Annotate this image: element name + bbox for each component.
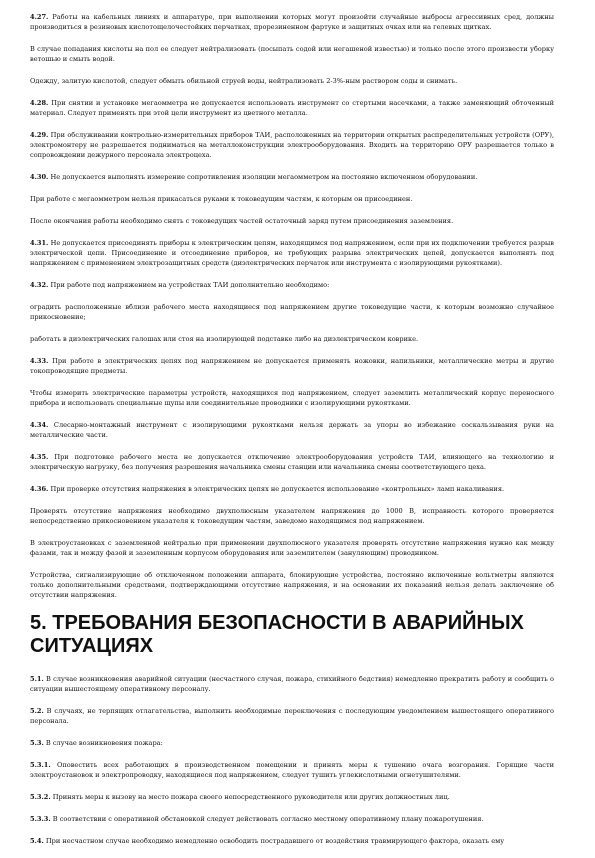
paragraph-text: При несчастном случае необходимо немедленно освободить пострадавшего от воздействия травмирующего фактора, оказать ему [45,837,505,845]
clause-number: 4.29. [30,131,49,139]
paragraph-text: Принять меры к вызову на место пожара своего непосредственного руководителя или других должностных лиц. [52,793,450,801]
paragraph-text: При снятии и установке мегаомметра не допускается использовать инструмент со стертыми насечками, а также заменяющий обточенный материал. Следует применять при этой цели инструмент из цветного металла. [30,99,554,117]
paragraph-text: При проверке отсутствия напряжения в электрических цепях не допускается использование «контрольных» ламп накаливания. [50,485,505,493]
clause-number: 5.3.3. [30,815,51,823]
paragraph-text: После окончания работы необходимо снять с токоведущих частей остаточный заряд путем присоединения заземления. [30,217,454,225]
paragraph [30,302,554,322]
paragraph [30,238,554,268]
clause-number: 5.2. [30,707,44,715]
paragraph [30,738,554,748]
clause-number: 4.35. [30,453,49,461]
paragraph [30,674,554,694]
paragraph [30,570,554,600]
clause-number: 4.32. [30,281,49,289]
paragraph [30,44,554,64]
clause-number: 5.3. [30,739,44,747]
paragraph [30,98,554,118]
paragraph [30,760,554,780]
clause-number: 5.4. [30,837,44,845]
paragraph [30,356,554,376]
paragraph [30,792,554,802]
paragraph-text: При работе в электрических цепях под напряжением не допускается применять ножовки, напильники, металлические метры и другие токопроводящие предметы. [30,357,554,375]
paragraph [30,194,554,204]
paragraph-text: Устройства, сигнализирующие об отключенном положении аппарата, блокирующие устройства, постоянно включенные вольтметры являются только дополнительными средствами, подтверждающими отсутствие напряжения, и на основании их показаний нельзя делать заключение об отсутствии напряжения. [30,571,554,599]
paragraph-text: Не допускается присоединять приборы к электрическим цепям, находящимся под напряжением, если при их подключении требуется разрыв электрической цепи. Присоединение и отсоединение приборов, не требующих разрыва электрических цепей, допускается выполнять под напряжением с применением электрозащитных средств (диэлектрических перчаток или инструмента с изолирующими рукоятками). [30,239,554,267]
paragraph-text: оградить расположенные вблизи рабочего места находящиеся под напряжением другие токоведущие части, к которым возможно случайное прикосновение; [30,303,554,321]
clause-number: 4.36. [30,485,49,493]
section-4-continued [30,12,554,600]
paragraph-text: В электроустановках с заземленной нейтралью при применении двухполюсного указателя проверять отсутствие напряжения нужно как между фазами, так и между фазой и заземленным корпусом оборудования или заземлителем (зануляющим) проводником. [30,539,554,557]
paragraph [30,836,554,846]
clause-number: 4.31. [30,239,49,247]
paragraph-text: В случае возникновения пожара: [45,739,163,747]
paragraph-text: При подготовке рабочего места не допускается отключение электрооборудования устройств ТАИ, влияющего на технологию и электрическую нагрузку, без получения разрешения начальника смены станции или начальника смены соответствующего цеха. [30,453,554,471]
document-page [30,12,554,858]
clause-number: 4.27. [30,13,49,21]
paragraph-text: В случае попадания кислоты на пол ее следует нейтрализовать (посыпать содой или негашеной известью) и только после этого произвести уборку ветошью и смыть водой. [30,45,554,63]
paragraph [30,452,554,472]
clause-number: 4.30. [30,173,49,181]
clause-number: 4.33. [30,357,49,365]
paragraph-text: При обслуживании контрольно-измерительных приборов ТАИ, расположенных на территории открытых распределительных устройств (ОРУ), электромонтеру не разрешается подниматься на металлоконструкции электрооборудования. Входить на территорию ОРУ разрешается только в сопровождении дежурного персонала электроцеха. [30,131,554,159]
paragraph-text: Оповестить всех работающих в производственном помещении и принять меры к тушению очага возгорания. Горящие части электроустановок и электропроводку, находящиеся под напряжением, следует тушить углекислотными огнетушителями. [30,761,554,779]
paragraph [30,538,554,558]
paragraph-text: работать в диэлектрических галошах или стоя на изолирующей подставке либо на диэлектрическом коврике. [30,335,419,343]
section-5-body [30,674,554,846]
paragraph [30,12,554,32]
paragraph [30,506,554,526]
clause-number: 5.3.1. [30,761,51,769]
paragraph [30,216,554,226]
paragraph-text: При работе под напряжением на устройствах ТАИ дополнительно необходимо: [50,281,330,289]
paragraph-text: В случаях, не терпящих отлагательства, выполнить необходимые переключения с последующим уведомлением вышестоящего оперативного персонала. [30,707,554,725]
paragraph-text: Одежду, залитую кислотой, следует обмыть обильной струей воды, нейтрализовать 2-3%-ным раствором соды и снимать. [30,77,458,85]
paragraph [30,280,554,290]
paragraph-text: Чтобы измерить электрические параметры устройств, находящихся под напряжением, следует заземлить металлический корпус переносного прибора и использовать специальные щупы или соединительные проводники с изолирующими рукоятками. [30,389,554,407]
paragraph-text: Не допускается выполнять измерение сопротивления изоляции мегаомметром на постоянно включенном оборудовании. [50,173,478,181]
paragraph-text: Проверять отсутствие напряжения необходимо двухполюсным указателем напряжения до 1000 В, исправность которого проверяется непосредственно прикосновением указателя к токоведущим частям, заведомо находящимся под напряжением. [30,507,554,525]
paragraph [30,484,554,494]
paragraph-text: Работы на кабельных линиях и аппаратуре, при выполнении которых могут произойти случайные выбросы агрессивных сред, должны производиться в резиновых кислотощелочестойких перчатках, прорезиненном фартуке и защитных очках или на гелевых щитках. [30,13,554,31]
paragraph [30,172,554,182]
clause-number: 5.3.2. [30,793,51,801]
clause-number: 4.34. [30,421,49,429]
section-5-heading: 5. ТРЕБОВАНИЯ БЕЗОПАСНОСТИ В АВАРИЙНЫХ СИТУАЦИЯХ [30,612,524,657]
paragraph-text: При работе с мегаомметром нельзя прикасаться руками к токоведущим частям, к которым он присоединен. [30,195,413,203]
paragraph-text: Слесарно-монтажный инструмент с изолирующими рукоятками нельзя держать за упоры во избежание соскальзывания руки на металлические части. [30,421,554,439]
paragraph [30,334,554,344]
paragraph [30,76,554,86]
paragraph [30,420,554,440]
paragraph-text: В случае возникновения аварийной ситуации (несчастного случая, пожара, стихийного бедствия) немедленно прекратить работу и сообщить о ситуации вышестоящему оперативному персоналу. [30,675,554,693]
paragraph [30,814,554,824]
paragraph [30,130,554,160]
clause-number: 5.1. [30,675,44,683]
paragraph [30,388,554,408]
clause-number: 4.28. [30,99,49,107]
paragraph [30,706,554,726]
paragraph-text: В соответствии с оперативной обстановкой следует действовать согласно местному оперативному плану пожаротушения. [52,815,484,823]
